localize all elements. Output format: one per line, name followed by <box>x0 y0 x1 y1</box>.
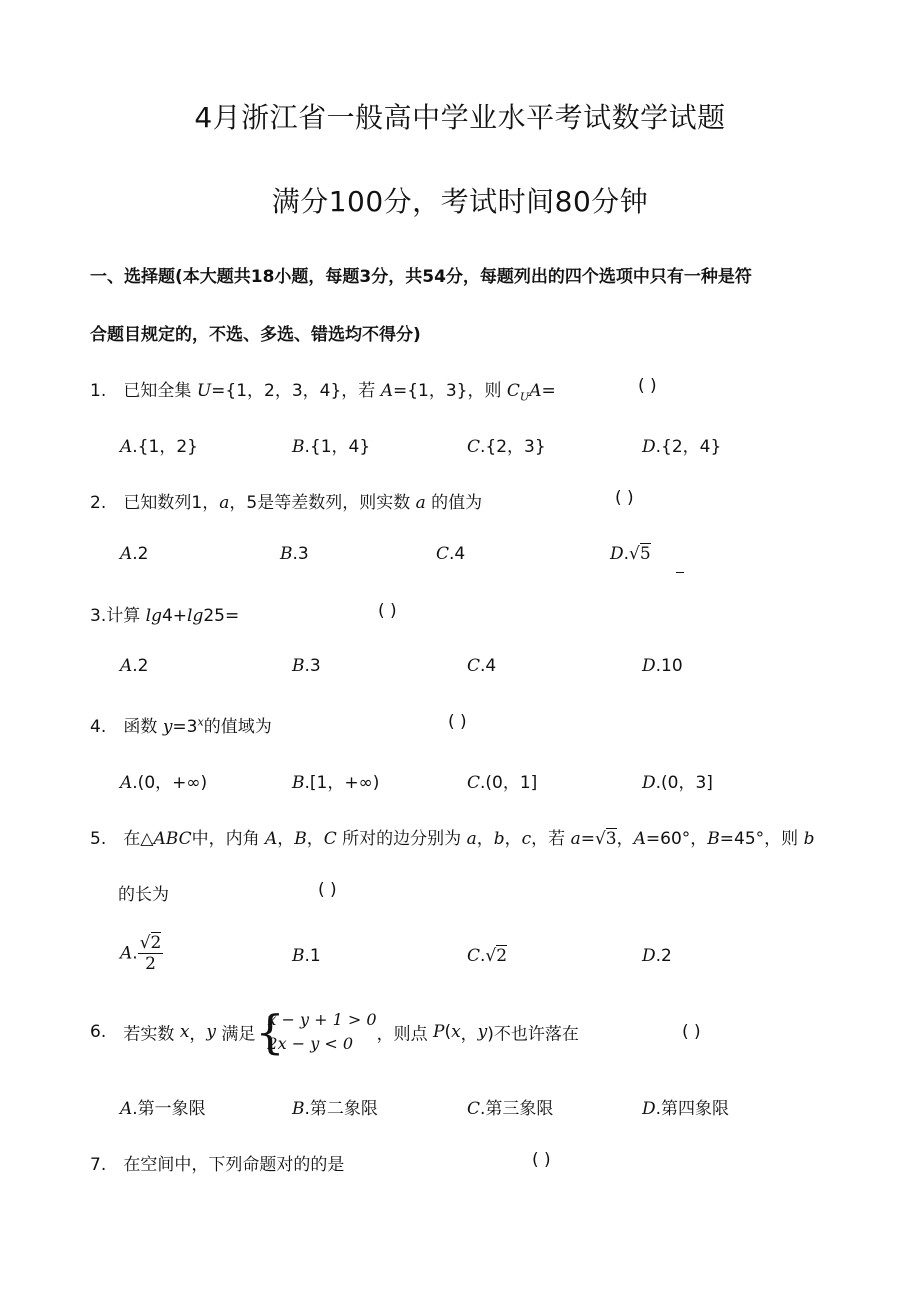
question-number: 4. <box>90 717 107 737</box>
option-b: B.第二象限 <box>292 1099 378 1119</box>
answer-paren: ( ) <box>638 376 657 396</box>
question-2 <box>90 488 482 513</box>
section-instructions-line2: 合题目规定的，不选、多选、错选均不得分) <box>90 325 421 345</box>
sqrt-sign: √ <box>594 829 606 849</box>
option-d: D.{2，4} <box>642 437 722 457</box>
question-number: 1. <box>90 381 107 401</box>
option-a: A.2 <box>120 544 149 564</box>
option-c: C.4 <box>436 544 466 564</box>
question-number: 5. <box>90 829 107 849</box>
inequality-system: { x − y + 1 > 0 2x − y < 0 <box>255 1005 377 1059</box>
option-c: C.(0，1] <box>467 773 538 793</box>
sqrt-sign: √ <box>629 544 640 564</box>
answer-paren: ( ) <box>615 488 634 508</box>
question-number: 3. <box>90 606 107 626</box>
question-text: 在△ABC中，内角 A，B，C 所对的边分别为 a，b，c，若 a=√3，A=60°，B=45°，则 b <box>123 829 815 849</box>
question-number: 6. <box>90 1022 107 1042</box>
question-number: 7. <box>90 1155 107 1175</box>
option-a: A.2 <box>120 656 149 676</box>
option-b: B.3 <box>280 544 309 564</box>
question-3 <box>90 601 239 626</box>
answer-paren: ( ) <box>378 601 397 621</box>
option-a: A.(0，+∞) <box>120 773 208 793</box>
question-4 <box>90 712 272 737</box>
question-text: 在空间中，下列命题对的的是 <box>123 1155 345 1175</box>
question-5-line2: 的长为 <box>118 885 169 905</box>
stray-mark <box>676 572 684 573</box>
option-b: B.[1，+∞) <box>292 773 380 793</box>
question-1 <box>90 376 556 403</box>
question-5 <box>90 824 814 849</box>
option-b: B.{1，4} <box>292 437 371 457</box>
question-number: 2. <box>90 493 107 513</box>
answer-paren: ( ) <box>318 880 337 900</box>
question-text: 已知全集 U={1，2，3，4}，若 A={1，3}，则 $C_UA=$ <box>123 381 556 404</box>
question-text: 计算 lg4+lg25= <box>106 606 240 626</box>
option-a: A.第一象限 <box>120 1099 206 1119</box>
option-d: D.√5 <box>610 544 651 564</box>
option-a: A.{1，2} <box>120 437 198 457</box>
answer-paren: ( ) <box>532 1150 551 1170</box>
option-c: C.√2 <box>467 946 508 966</box>
question-7 <box>90 1150 344 1175</box>
page-subtitle: 满分100分，考试时间80分钟 <box>271 185 649 218</box>
option-c: C.4 <box>467 656 497 676</box>
page-title: 4月浙江省一般高中学业水平考试数学试题 <box>194 101 726 134</box>
option-d: D.2 <box>642 946 672 966</box>
option-d: D.第四象限 <box>642 1099 730 1119</box>
left-brace: { <box>255 1005 285 1059</box>
option-a: A. $\frac{√2}{2}$ <box>120 933 162 974</box>
fraction: $\frac{√2}{2}$ <box>139 933 162 974</box>
question-text: 函数 $y=3^x$的值域为 <box>123 715 272 737</box>
question-6: 6. 若实数 x，y 满足 { x − y + 1 > 0 2x − y < 0 ，则点 P(x，y)不也许落在 <box>90 1005 579 1059</box>
option-c: C.{2，3} <box>467 437 546 457</box>
answer-paren: ( ) <box>682 1022 701 1042</box>
option-c: C.第三象限 <box>467 1099 554 1119</box>
answer-paren: ( ) <box>448 712 467 732</box>
option-b: B.3 <box>292 656 321 676</box>
sqrt-sign: √ <box>485 946 497 966</box>
section-instructions-line1: 一、选择题(本大题共18小题，每题3分，共54分，每题列出的四个选项中只有一种是符 <box>90 267 752 287</box>
question-text: 已知数列1，a，5是等差数列，则实数 a 的值为 <box>123 493 483 513</box>
option-b: B.1 <box>292 946 321 966</box>
option-d: D.(0，3] <box>642 773 713 793</box>
option-d: D.10 <box>642 656 683 676</box>
